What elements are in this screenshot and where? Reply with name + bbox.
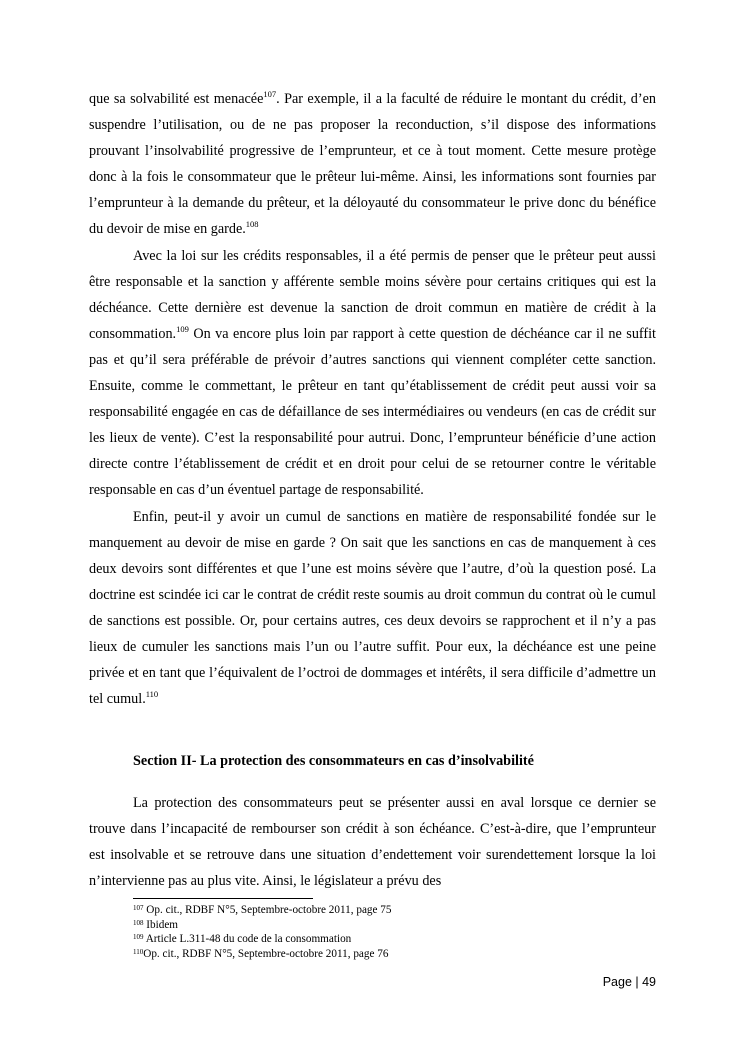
page-number: Page | 49 [602,975,656,989]
footnote-divider [133,898,313,899]
section-heading: Section II- La protection des consommateurs en cas d’insolvabilité [133,753,534,769]
footnote-ref-110: 110 [145,689,159,700]
footnote-110: $^{110}$Op. cit., RDBF N°5, Septembre-octobre 2011, page 76 [133,947,389,960]
footnotes [133,903,653,961]
paragraph-1: que sa solvabilité est menacée$^{107}$. Par exemple, il a la faculté de réduire le montant du crédit, d’en suspendre l’utilisation, ou de ne pas proposer la reconduction, s’il dispose des informations prouvant l’insolvabilité progressive de l’emprunteur, et ce à tout moment. Cette mesure protège donc à la fois le consommateur que le prêteur lui-même. Ainsi, les informations sont fournies par l’emprunteur à la demande du prêteur, et la déloyauté du consommateur le prive donc du bénéfice du devoir de mise en garde.$^{108}$ [89,89,656,238]
footnote-108: $^{108}$ Ibidem [133,918,178,931]
body-text [89,86,656,712]
paragraph-4: La protection des consommateurs peut se présenter aussi en aval lorsque ce dernier se trouve dans l’incapacité de rembourser son crédit à son échéance. C’est-à-dire, que l’emprunteur est insolvable et se retrouve dans une situation d’endettement voir surendettement lorsque la loi n’intervienne pas au plus vite. Ainsi, le législateur a prévu des [89,795,656,890]
footnote-109: $^{109}$ Article L.311-48 du code de la consommation [133,933,352,946]
footnote-ref-108: 108 [245,219,259,230]
footnote-ref-107: 107 [263,89,277,99]
paragraph-3: Enfin, peut-il y avoir un cumul de sanctions en matière de responsabilité fondée sur le manquement au devoir de mise en garde ? On sait que les sanctions en cas de manquement à ces deux devoirs sont différentes et que l’une est moins sévère que l’autre, d’où la question posé. La doctrine est scindée ici car le contrat de crédit reste soumis au droit commun du contrat où le cumul de sanctions est possible. Or, pour certains autres, ces deux devoirs se rapprochent et il n’y a pas lieux de cumuler les sanctions mais l’un ou l’autre suffit. Pour eux, la déchéance est une peine privée et en tant que l’équivalent de l’octroi de dommages et intérêts, il sera difficile d’admettre un tel cumul.$^{110}$ [89,508,656,708]
paragraph-2: Avec la loi sur les crédits responsables, il a été permis de penser que le prêteur peut aussi être responsable et la sanction y afférente semble moins sévère pour certains critiques qui est la déchéance. Cette dernière est devenue la sanction de droit commun en matière de crédit à la consommation.$^{109}$ On va encore plus loin par rapport à cette question de déchéance car il ne suffit pas et qu’il sera préférable de prévoir d’autres sanctions qui viennent compléter cette sanction. Ensuite, comme le commettant, le prêteur en tant qu’établissement de crédit peut aussi voir sa responsabilité engagée en cas de défaillance de ses intermédiaires ou vendeurs (en cas de crédit sur les lieux de vente). C’est la responsabilité pour autrui. Donc, l’emprunteur bénéficie d’une action directe contre l’établissement de crédit et en droit pour celui de se retourner contre le véritable responsable en cas d’un éventuel partage de responsabilité. [89,247,656,499]
footnote-ref-109: 109 [176,323,189,334]
footnote-107: $^{107}$ Op. cit., RDBF N°5, Septembre-octobre 2011, page 75 [133,904,392,916]
section-body-text [89,790,656,894]
